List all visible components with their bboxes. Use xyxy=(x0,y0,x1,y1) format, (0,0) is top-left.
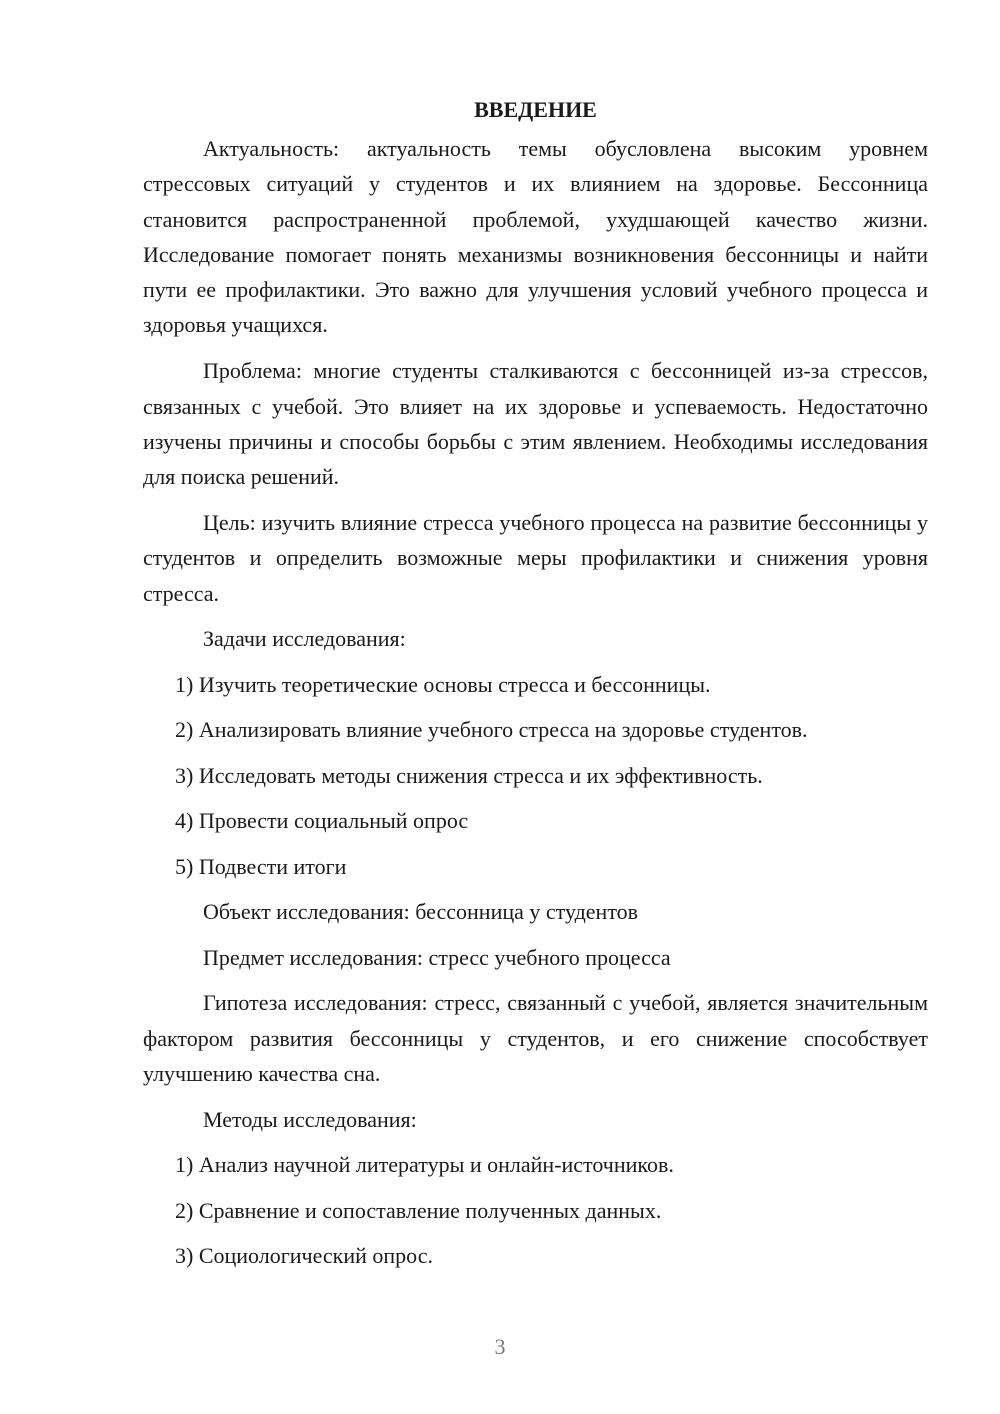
list-item: 2) Сравнение и сопоставление полученных данных. xyxy=(175,1197,662,1223)
section-title: ВВЕДЕНИЕ xyxy=(474,97,597,122)
list-item: 3) Социологический опрос. xyxy=(175,1243,433,1269)
list-item: 2) Анализировать влияние учебного стресса на здоровье студентов. xyxy=(175,717,808,743)
problem-paragraph: Проблема: многие студенты сталкиваются с бессонницей из-за стрессов, связанных с учебой. Это влияет на их здоровье и успеваемость. Недостаточно изучены причины и способы борьбы с этим явлением. Необходимы исследования для поиска решений. xyxy=(143,358,928,490)
object-line: Объект исследования: бессонница у студентов xyxy=(203,899,639,925)
list-item: 3) Исследовать методы снижения стресса и их эффективность. xyxy=(175,762,763,788)
page-content xyxy=(143,92,928,1284)
tasks-heading: Задачи исследования: xyxy=(203,626,406,652)
goal-paragraph: Цель: изучить влияние стресса учебного процесса на развитие бессонницы у студентов и определить возможные меры профилактики и снижения уровня стресса. xyxy=(143,509,928,606)
list-item: 5) Подвести итоги xyxy=(175,853,347,879)
methods-heading: Методы исследования: xyxy=(203,1106,417,1132)
page-number: 3 xyxy=(494,1334,506,1359)
list-item: 1) Изучить теоретические основы стресса и бессонницы. xyxy=(175,671,711,697)
hypothesis-paragraph: Гипотеза исследования: стресс, связанный с учебой, является значительным фактором развития бессонницы у студентов, и его снижение способствует улучшению качества сна. xyxy=(143,990,928,1086)
relevance-paragraph: Актуальность: актуальность темы обусловлена высоким уровнем стрессовых ситуаций у студентов и их влиянием на здоровье. Бессонница становится распространенной проблемой, ухудшающей качество жизни. Исследование помогает понять механизмы возникновения бессонницы и найти пути ее профилактики. Это важно для улучшения условий учебного процесса и здоровья учащихся. xyxy=(143,136,928,338)
list-item: 4) Провести социальный опрос xyxy=(175,808,469,834)
methods-list xyxy=(143,1147,928,1273)
tasks-list xyxy=(143,667,928,884)
list-item: 1) Анализ научной литературы и онлайн-источников. xyxy=(175,1152,674,1178)
subject-line: Предмет исследования: стресс учебного процесса xyxy=(203,944,671,970)
